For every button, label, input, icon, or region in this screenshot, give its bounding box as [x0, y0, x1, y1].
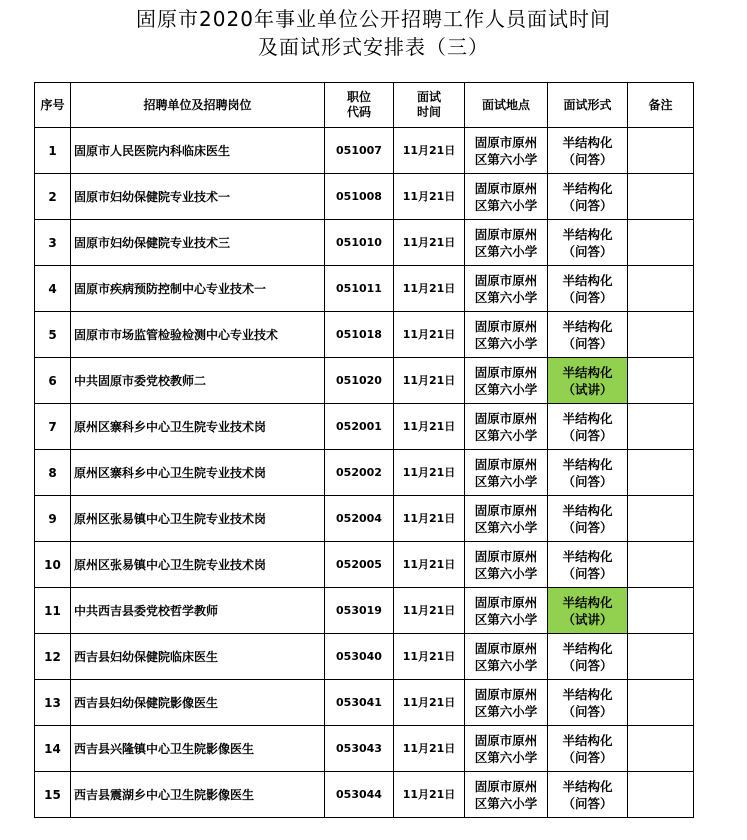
header-unit: 招聘单位及招聘岗位 [71, 83, 325, 128]
row-note [628, 588, 694, 634]
header-row [35, 83, 694, 128]
row-note [628, 542, 694, 588]
row-note [628, 450, 694, 496]
row-date: 11月21日 [394, 726, 465, 772]
row-index: 7 [35, 404, 71, 450]
row-note [628, 312, 694, 358]
table-row [35, 220, 694, 266]
row-code: 053019 [325, 588, 394, 634]
page-title: 固原市2020年事业单位公开招聘工作人员面试时间 [136, 7, 611, 31]
row-code: 051020 [325, 358, 394, 404]
row-date: 11月21日 [394, 450, 465, 496]
row-index: 4 [35, 266, 71, 312]
row-unit: 西吉县兴隆镇中心卫生院影像医生 [71, 726, 325, 772]
header-note: 备注 [628, 83, 694, 128]
row-unit: 固原市妇幼保健院专业技术一 [71, 174, 325, 220]
row-code: 051018 [325, 312, 394, 358]
row-note [628, 220, 694, 266]
row-date: 11月21日 [394, 128, 465, 174]
table-row [35, 496, 694, 542]
row-format: 半结构化 （问答） [548, 450, 628, 496]
row-format: 半结构化 （问答） [548, 772, 628, 818]
row-location: 固原市原州 区第六小学 [465, 312, 548, 358]
row-unit: 中共西吉县委党校哲学教师 [71, 588, 325, 634]
row-format: 半结构化 （问答） [548, 174, 628, 220]
row-code: 052004 [325, 496, 394, 542]
table-row [35, 634, 694, 680]
row-date: 11月21日 [394, 266, 465, 312]
header-index: 序号 [35, 83, 71, 128]
row-note [628, 772, 694, 818]
row-unit: 原州区寨科乡中心卫生院专业技术岗 [71, 450, 325, 496]
row-date: 11月21日 [394, 542, 465, 588]
row-location: 固原市原州 区第六小学 [465, 128, 548, 174]
row-unit: 中共固原市委党校教师二 [71, 358, 325, 404]
row-date: 11月21日 [394, 496, 465, 542]
row-location: 固原市原州 区第六小学 [465, 496, 548, 542]
row-unit: 固原市人民医院内科临床医生 [71, 128, 325, 174]
row-location: 固原市原州 区第六小学 [465, 358, 548, 404]
row-note [628, 680, 694, 726]
row-date: 11月21日 [394, 220, 465, 266]
row-unit: 原州区张易镇中心卫生院专业技术岗 [71, 542, 325, 588]
row-note [628, 266, 694, 312]
row-date: 11月21日 [394, 772, 465, 818]
table-row [35, 128, 694, 174]
table-row [35, 312, 694, 358]
row-location: 固原市原州 区第六小学 [465, 680, 548, 726]
header-format: 面试形式 [548, 83, 628, 128]
row-code: 052001 [325, 404, 394, 450]
row-code: 053043 [325, 726, 394, 772]
row-format: 半结构化 （问答） [548, 542, 628, 588]
row-location: 固原市原州 区第六小学 [465, 266, 548, 312]
row-format: 半结构化 （问答） [548, 266, 628, 312]
row-format: 半结构化 （试讲） [548, 588, 628, 634]
row-unit: 原州区寨科乡中心卫生院专业技术岗 [71, 404, 325, 450]
row-note [628, 174, 694, 220]
row-code: 052005 [325, 542, 394, 588]
row-note [628, 726, 694, 772]
row-index: 14 [35, 726, 71, 772]
row-format: 半结构化 （问答） [548, 312, 628, 358]
row-index: 10 [35, 542, 71, 588]
row-index: 1 [35, 128, 71, 174]
row-index: 12 [35, 634, 71, 680]
row-unit: 固原市疾病预防控制中心专业技术一 [71, 266, 325, 312]
table-row [35, 174, 694, 220]
table-body [35, 128, 694, 818]
row-unit: 西吉县妇幼保健院临床医生 [71, 634, 325, 680]
table-row [35, 358, 694, 404]
row-date: 11月21日 [394, 404, 465, 450]
row-location: 固原市原州 区第六小学 [465, 772, 548, 818]
page-subtitle: 及面试形式安排表（三） [258, 35, 489, 59]
row-date: 11月21日 [394, 174, 465, 220]
row-code: 053041 [325, 680, 394, 726]
row-format: 半结构化 （问答） [548, 726, 628, 772]
row-index: 8 [35, 450, 71, 496]
table-row [35, 450, 694, 496]
row-code: 051010 [325, 220, 394, 266]
row-unit: 西吉县妇幼保健院影像医生 [71, 680, 325, 726]
table-row [35, 726, 694, 772]
row-date: 11月21日 [394, 680, 465, 726]
row-index: 15 [35, 772, 71, 818]
row-date: 11月21日 [394, 588, 465, 634]
row-code: 053044 [325, 772, 394, 818]
row-index: 11 [35, 588, 71, 634]
row-index: 9 [35, 496, 71, 542]
row-location: 固原市原州 区第六小学 [465, 174, 548, 220]
row-location: 固原市原州 区第六小学 [465, 588, 548, 634]
table-row [35, 404, 694, 450]
table-row [35, 772, 694, 818]
schedule-table [34, 82, 694, 818]
row-code: 052002 [325, 450, 394, 496]
row-unit: 原州区张易镇中心卫生院专业技术岗 [71, 496, 325, 542]
table-row [35, 542, 694, 588]
row-date: 11月21日 [394, 634, 465, 680]
row-index: 6 [35, 358, 71, 404]
row-location: 固原市原州 区第六小学 [465, 450, 548, 496]
row-location: 固原市原州 区第六小学 [465, 726, 548, 772]
row-note [628, 358, 694, 404]
row-code: 051011 [325, 266, 394, 312]
row-location: 固原市原州 区第六小学 [465, 404, 548, 450]
row-location: 固原市原州 区第六小学 [465, 220, 548, 266]
row-code: 053040 [325, 634, 394, 680]
row-note [628, 634, 694, 680]
row-index: 2 [35, 174, 71, 220]
header-location: 面试地点 [465, 83, 548, 128]
row-index: 5 [35, 312, 71, 358]
table-row [35, 588, 694, 634]
row-format: 半结构化 （问答） [548, 634, 628, 680]
row-format: 半结构化 （问答） [548, 128, 628, 174]
row-index: 3 [35, 220, 71, 266]
row-format: 半结构化 （问答） [548, 220, 628, 266]
row-unit: 固原市妇幼保健院专业技术三 [71, 220, 325, 266]
table-row [35, 266, 694, 312]
row-location: 固原市原州 区第六小学 [465, 542, 548, 588]
row-code: 051007 [325, 128, 394, 174]
row-date: 11月21日 [394, 312, 465, 358]
row-note [628, 404, 694, 450]
row-date: 11月21日 [394, 358, 465, 404]
row-index: 13 [35, 680, 71, 726]
header-time: 面试 时间 [394, 83, 465, 128]
row-code: 051008 [325, 174, 394, 220]
row-format: 半结构化 （问答） [548, 404, 628, 450]
row-note [628, 496, 694, 542]
row-location: 固原市原州 区第六小学 [465, 634, 548, 680]
table-row [35, 680, 694, 726]
row-format: 半结构化 （试讲） [548, 358, 628, 404]
row-note [628, 128, 694, 174]
row-unit: 固原市市场监管检验检测中心专业技术 [71, 312, 325, 358]
row-format: 半结构化 （问答） [548, 680, 628, 726]
row-unit: 西吉县震湖乡中心卫生院影像医生 [71, 772, 325, 818]
row-format: 半结构化 （问答） [548, 496, 628, 542]
header-code: 职位 代码 [325, 83, 394, 128]
